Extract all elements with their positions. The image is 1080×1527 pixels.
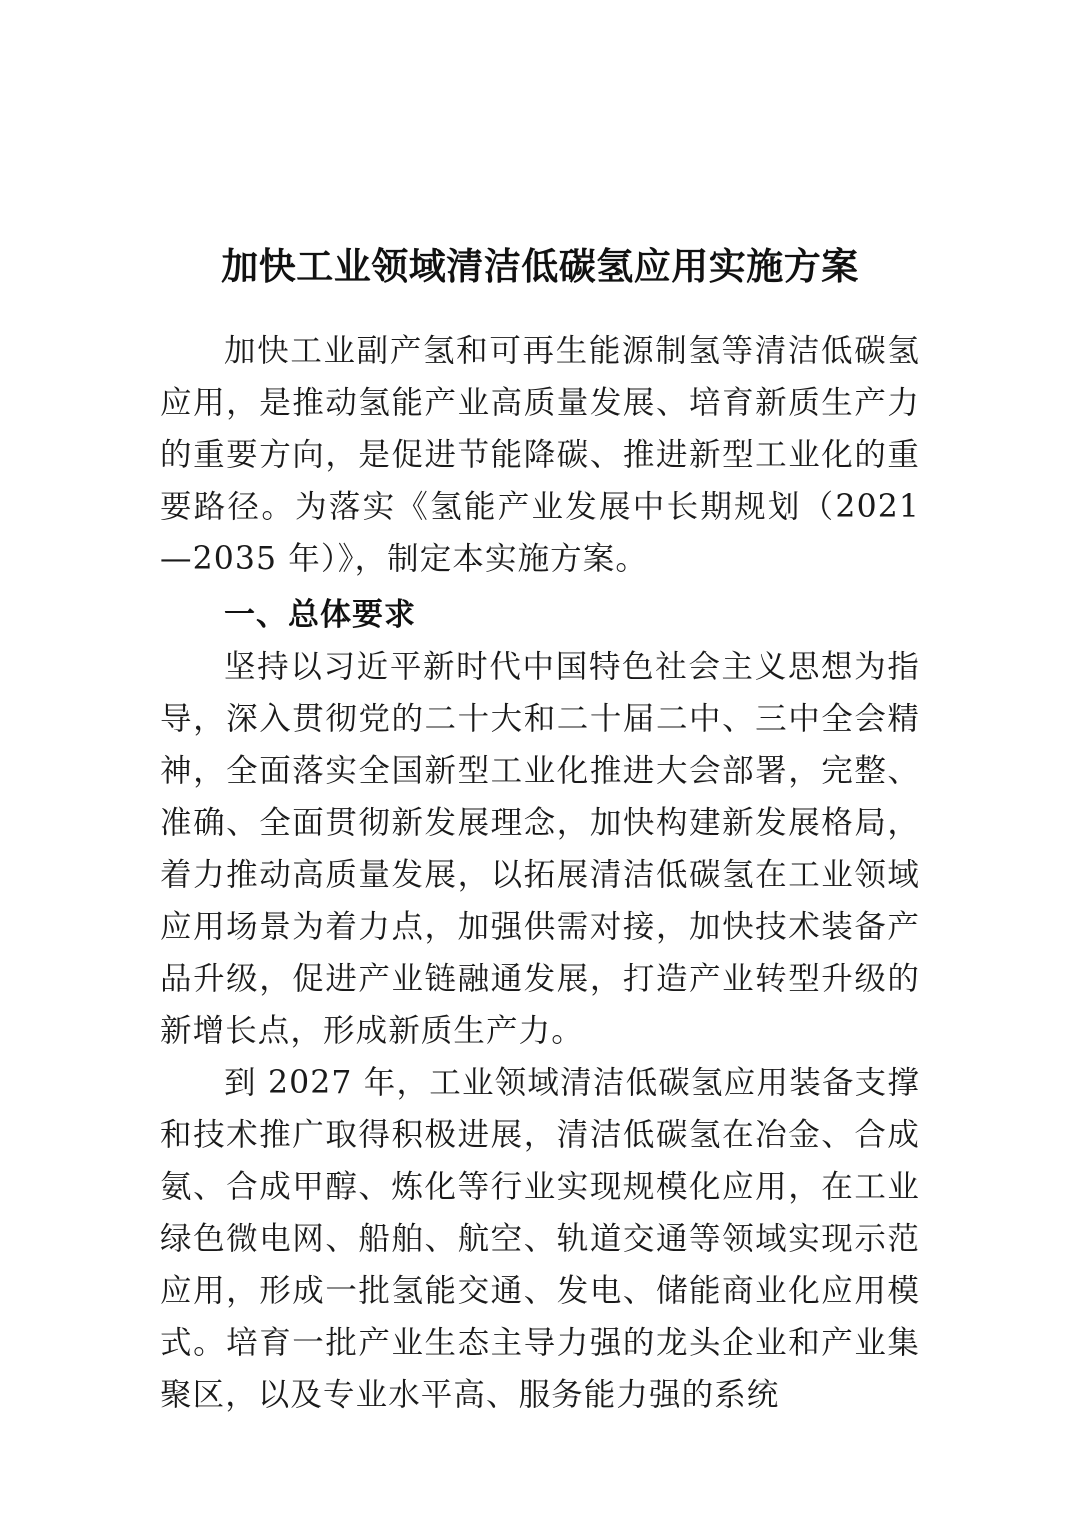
guiding-ideology-paragraph: 坚持以习近平新时代中国特色社会主义思想为指导，深入贯彻党的二十大和二十届二中、三中全会精神，全面落实全国新型工业化推进大会部署，完整、准确、全面贯彻新发展理念，加快构建新发展格局，着力推动高质量发展，以拓展清洁低碳氢在工业领域应用场景为着力点，加强供需对接，加快技术装备产品升级，促进产业链融通发展，打造产业转型升级的新增长点，形成新质生产力。 xyxy=(160,649,920,1049)
goals-2027-paragraph: 到 2027 年，工业领域清洁低碳氢应用装备支撑和技术推广取得积极进展，清洁低碳氢在冶金、合成氨、合成甲醇、炼化等行业实现规模化应用，在工业绿色微电网、船舶、航空、轨道交通等领域实现示范应用，形成一批氢能交通、发电、储能商业化应用模式。培育一批产业生态主导力强的龙头企业和产业集聚区，以及专业水平高、服务能力强的系统 xyxy=(160,1065,920,1413)
heading-overall-requirements: 一、总体要求 xyxy=(224,597,416,633)
intro-paragraph: 加快工业副产氢和可再生能源制氢等清洁低碳氢应用，是推动氢能产业高质量发展、培育新质生产力的重要方向，是促进节能降碳、推进新型工业化的重要路径。为落实《氢能产业发展中长期规划（2021—2035 年）》，制定本实施方案。 xyxy=(160,333,920,577)
title-body-spacer xyxy=(160,285,920,325)
page-title xyxy=(160,0,920,288)
page-title-text: 加快工业领域清洁低碳氢应用实施方案 xyxy=(221,244,859,288)
document-content-column xyxy=(160,0,920,1421)
